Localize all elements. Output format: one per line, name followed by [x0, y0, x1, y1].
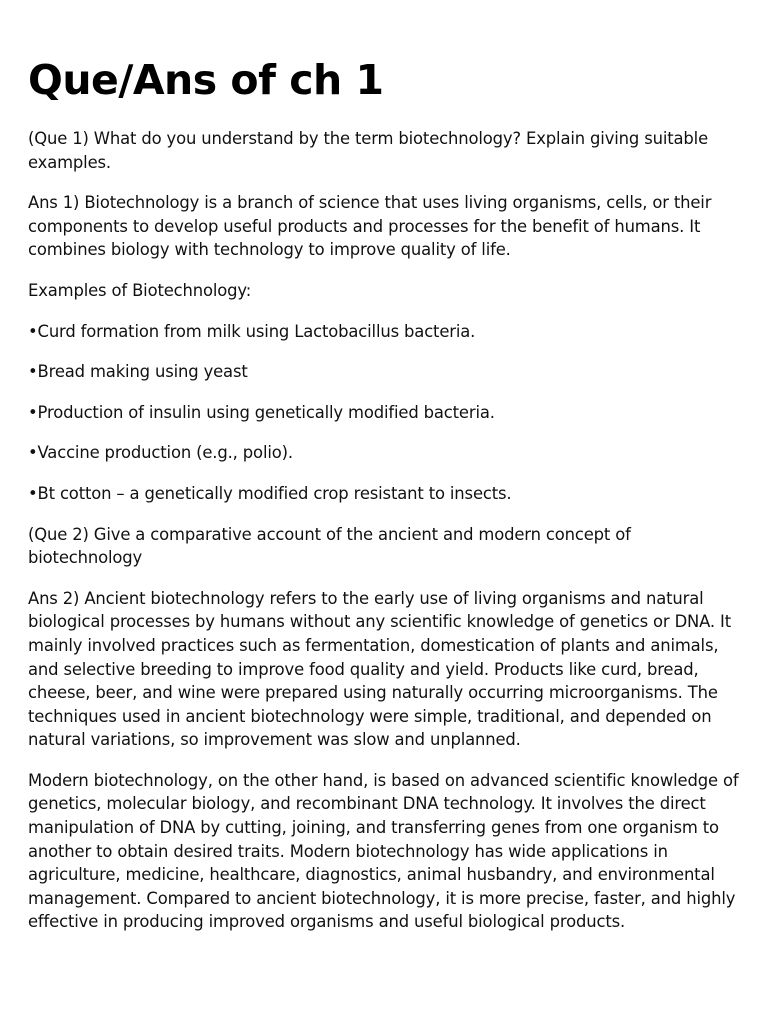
example-item: •Curd formation from milk using Lactobacillus bacteria. — [28, 321, 476, 341]
examples-heading: Examples of Biotechnology: — [28, 280, 252, 300]
answer-2-paragraph-1: Ans 2) Ancient biotechnology refers to the early use of living organisms and natural biological processes by humans without any scientific knowledge of genetics or DNA. It mainly involved practices such as fermentation, domestication of plants and animals, and selective breeding to improve food quality and yield. Products like curd, bread, cheese, beer, and wine were prepared using naturally occurring microorganisms. The techniques used in ancient biotechnology were simple, traditional, and depended on natural variations, so improvement was slow and unplanned. — [28, 588, 732, 750]
answer-2-paragraph-2: Modern biotechnology, on the other hand, is based on advanced scientific knowledge of genetics, molecular biology, and recombinant DNA technology. It involves the direct manipulation of DNA by cutting, joining, and transferring genes from one organism to another to obtain desired traits. Modern biotechnology has wide applications in agriculture, medicine, healthcare, diagnostics, animal husbandry, and environmental management. Compared to ancient biotechnology, it is more precise, faster, and highly effective in producing improved organisms and useful biological products. — [28, 770, 739, 932]
question-2: (Que 2) Give a comparative account of the ancient and modern concept of biotechnology — [28, 524, 631, 568]
example-item: •Vaccine production (e.g., polio). — [28, 443, 293, 463]
page-title: Que/Ans of ch 1 — [28, 56, 384, 104]
question-1: (Que 1) What do you understand by the term biotechnology? Explain giving suitable examples. — [28, 129, 709, 172]
example-item: •Bread making using yeast — [28, 362, 248, 382]
example-item: •Bt cotton – a genetically modified crop resistant to insects. — [28, 483, 512, 503]
example-item: •Production of insulin using genetically modified bacteria. — [28, 402, 495, 422]
document-page — [28, 54, 744, 951]
answer-1: Ans 1) Biotechnology is a branch of science that uses living organisms, cells, or their components to develop useful products and processes for the benefit of humans. It combines biology with technology to improve quality of life. — [28, 193, 712, 260]
